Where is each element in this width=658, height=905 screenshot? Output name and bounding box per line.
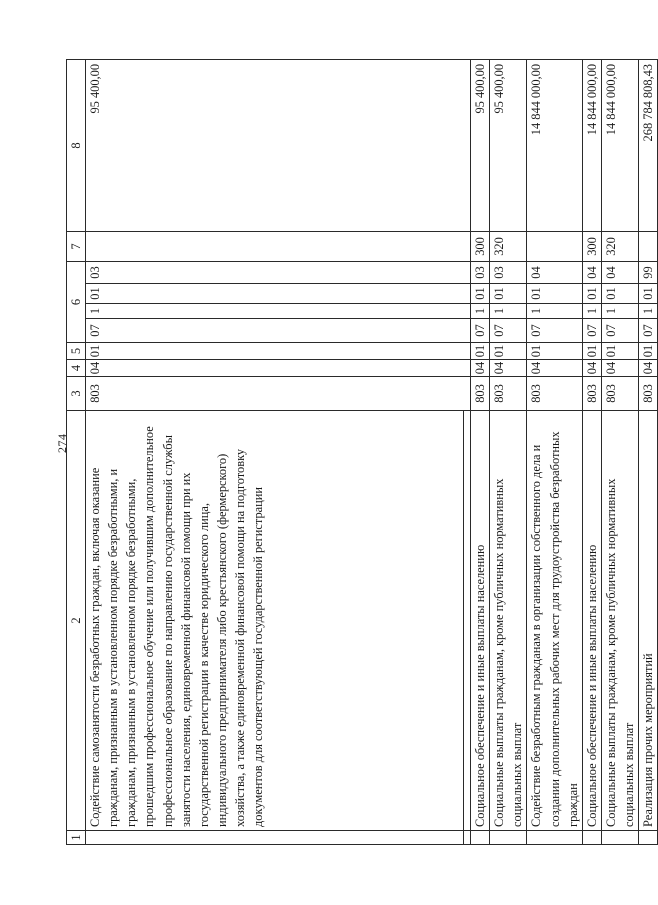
code-col-3: 803 (86, 377, 464, 411)
spacer-cell (464, 343, 471, 360)
code-col-3: 803 (601, 377, 638, 411)
header-col-4: 4 (67, 360, 86, 377)
table-row (639, 59, 658, 844)
row-name: Социальное обеспечение и иные выплаты населению (582, 411, 601, 831)
table-row (490, 59, 527, 844)
code-col-6d: 04 (527, 261, 582, 283)
code-col-6a: 07 (86, 319, 464, 343)
table-row (471, 59, 490, 844)
code-col-5: 01 (527, 343, 582, 360)
code-col-3: 803 (582, 377, 601, 411)
code-col-3: 803 (490, 377, 527, 411)
code-col-6a: 07 (601, 319, 638, 343)
table-row (582, 59, 601, 844)
spacer-cell (464, 831, 471, 845)
spacer-row (464, 59, 471, 844)
row-name: Содействие безработным гражданам в организации собственного дела и создании дополнительных рабочих мест для трудоустройства безработных граждан (527, 411, 582, 831)
code-col-7 (639, 231, 658, 261)
code-col-6d: 03 (471, 261, 490, 283)
header-col-3: 3 (67, 377, 86, 411)
header-col-7: 7 (67, 231, 86, 261)
budget-table-wrapper (66, 60, 656, 845)
code-col-7: 300 (582, 231, 601, 261)
row-name: Содействие самозанятости безработных граждан, включая оказание гражданам, признанным в установленном порядке безработными, и гражданам, признанным в установленном порядке безработными, прошедшим профессиональное обучение или получившим дополнительное профессиональное образование по направлению государственной службы занятости населения, единовременной финансовой помощи при их государственной регистрации в качестве юридического лица, индивидуального предпринимателя либо крестьянского (фермерского) хозяйства, а также единовременной финансовой помощи на подготовку документов для соответствующей государственной регистрации (86, 411, 464, 831)
code-col-3: 803 (471, 377, 490, 411)
amount-cell: 268 784 808,43 (639, 59, 658, 231)
code-col-6c: 01 (639, 284, 658, 304)
spacer-cell (464, 411, 471, 831)
code-col-4: 04 (471, 360, 490, 377)
code-col-4: 04 (86, 360, 464, 377)
amount-cell: 95 400,00 (86, 59, 464, 231)
amount-cell: 95 400,00 (490, 59, 527, 231)
code-col-3: 803 (639, 377, 658, 411)
code-col-5: 01 (471, 343, 490, 360)
amount-cell: 14 844 000,00 (527, 59, 582, 231)
code-col-6d: 04 (582, 261, 601, 283)
spacer-cell (464, 304, 471, 319)
row-number-cell (490, 831, 527, 845)
code-col-5: 01 (490, 343, 527, 360)
code-col-3: 803 (527, 377, 582, 411)
header-row (67, 59, 86, 844)
code-col-6a: 07 (639, 319, 658, 343)
code-col-6a: 07 (471, 319, 490, 343)
budget-table (66, 59, 658, 845)
code-col-6c: 01 (490, 284, 527, 304)
code-col-6d: 03 (86, 261, 464, 283)
table-row (86, 59, 464, 844)
code-col-4: 04 (582, 360, 601, 377)
code-col-4: 04 (527, 360, 582, 377)
code-col-5: 01 (582, 343, 601, 360)
amount-cell: 95 400,00 (471, 59, 490, 231)
code-col-7: 300 (471, 231, 490, 261)
header-col-1: 1 (67, 831, 86, 845)
code-col-6c: 01 (86, 284, 464, 304)
code-col-6b: 1 (527, 304, 582, 319)
code-col-6b: 1 (86, 304, 464, 319)
code-col-5: 01 (639, 343, 658, 360)
code-col-7 (527, 231, 582, 261)
code-col-6a: 07 (490, 319, 527, 343)
code-col-6c: 01 (471, 284, 490, 304)
code-col-6c: 01 (527, 284, 582, 304)
row-number-cell (86, 831, 464, 845)
header-col-8: 8 (67, 59, 86, 231)
amount-cell: 14 844 000,00 (582, 59, 601, 231)
header-col-5: 5 (67, 343, 86, 360)
code-col-6a: 07 (527, 319, 582, 343)
amount-cell: 14 844 000,00 (601, 59, 638, 231)
code-col-4: 04 (601, 360, 638, 377)
code-col-6c: 01 (601, 284, 638, 304)
code-col-6d: 99 (639, 261, 658, 283)
row-number-cell (471, 831, 490, 845)
spacer-cell (464, 377, 471, 411)
code-col-5: 01 (601, 343, 638, 360)
row-name: Социальные выплаты гражданам, кроме публичных нормативных социальных выплат (601, 411, 638, 831)
code-col-6b: 1 (582, 304, 601, 319)
row-number-cell (582, 831, 601, 845)
code-col-6b: 1 (490, 304, 527, 319)
code-col-6c: 01 (582, 284, 601, 304)
code-col-7: 320 (601, 231, 638, 261)
code-col-6b: 1 (471, 304, 490, 319)
page-number: 274 (55, 433, 69, 453)
code-col-7 (86, 231, 464, 261)
code-col-4: 04 (490, 360, 527, 377)
code-col-6d: 04 (601, 261, 638, 283)
code-col-6a: 07 (582, 319, 601, 343)
row-number-cell (601, 831, 638, 845)
spacer-cell (464, 59, 471, 231)
code-col-6b: 1 (639, 304, 658, 319)
header-col-2: 2 (67, 411, 86, 831)
code-col-6d: 03 (490, 261, 527, 283)
code-col-4: 04 (639, 360, 658, 377)
spacer-cell (464, 261, 471, 283)
row-name: Социальное обеспечение и иные выплаты населению (471, 411, 490, 831)
spacer-cell (464, 231, 471, 261)
code-col-5: 01 (86, 343, 464, 360)
row-name: Социальные выплаты гражданам, кроме публичных нормативных социальных выплат (490, 411, 527, 831)
row-number-cell (527, 831, 582, 845)
spacer-cell (464, 284, 471, 304)
table-row (527, 59, 582, 844)
spacer-cell (464, 319, 471, 343)
code-col-7: 320 (490, 231, 527, 261)
row-name: Реализация прочих мероприятий (639, 411, 658, 831)
spacer-cell (464, 360, 471, 377)
code-col-6b: 1 (601, 304, 638, 319)
row-number-cell (639, 831, 658, 845)
header-col-6: 6 (67, 261, 86, 342)
table-row (601, 59, 638, 844)
